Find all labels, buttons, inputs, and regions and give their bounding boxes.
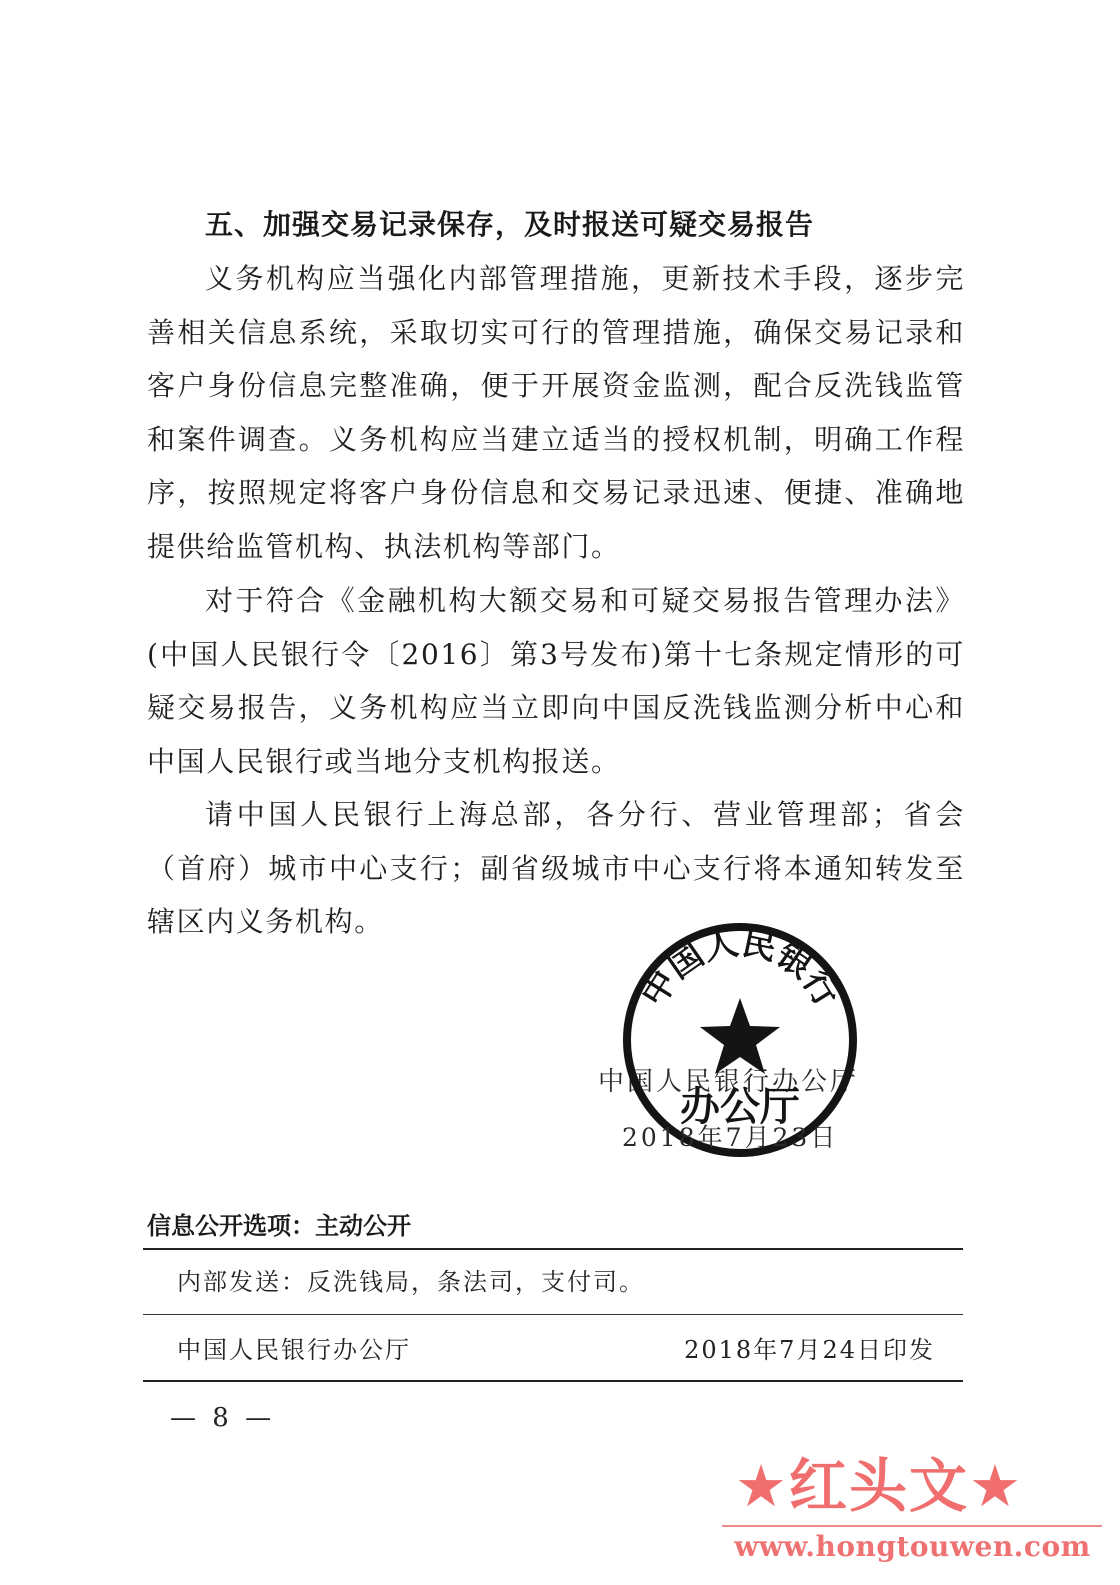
watermark-url: www.hongtouwen.com [734,1530,1091,1563]
issuer-name: 中国人民银行办公厅 [177,1336,411,1364]
signature-organization: 中国人民银行办公厅 [598,1067,860,1097]
paragraph-suspicious-report: 对于符合《金融机构大额交易和可疑交易报告管理办法》(中国人民银行令〔2016〕第3号发布)第十七条规定情形的可疑交易报告，义务机构应当立即向中国反洗钱监测分析中心和中国人民银行或当地分支机构报送。 [147,584,965,778]
footer-rule-middle [143,1314,963,1315]
seal-arc-text: 中国人民银行 [633,922,847,1014]
paragraph-forwarding-request: 请中国人民银行上海总部，各分行、营业管理部；省会（首府）城市中心支行；副省级城市中心支行将本通知转发至辖区内义务机构。 [147,798,965,939]
watermark-banner: ★红头文★ [735,1452,1023,1520]
footer-rule-top [143,1248,963,1250]
disclosure-option: 信息公开选项：主动公开 [147,1212,411,1240]
section-heading: 五、加强交易记录保存，及时报送可疑交易报告 [205,208,815,241]
paragraph-record-keeping: 义务机构应当强化内部管理措施，更新技术手段，逐步完善相关信息系统，采取切实可行的管理措施，确保交易记录和客户身份信息完整准确，便于开展资金监测，配合反洗钱监管和案件调查。义务机构应当建立适当的授权机制，明确工作程序，按照规定将客户身份信息和交易记录迅速、便捷、准确地提供给监管机构、执法机构等部门。 [147,262,965,563]
signature-date: 2018年7月23日 [622,1123,839,1152]
footer-rule-bottom [143,1380,963,1382]
watermark-divider [722,1525,1102,1527]
issue-date: 2018年7月24日印发 [684,1336,935,1364]
seal-star-icon [700,998,780,1074]
internal-distribution: 内部发送：反洗钱局，条法司，支付司。 [177,1268,645,1296]
page-number: — 8 — [170,1403,276,1433]
seal-bottom-text: 办公厅 [680,1084,800,1130]
